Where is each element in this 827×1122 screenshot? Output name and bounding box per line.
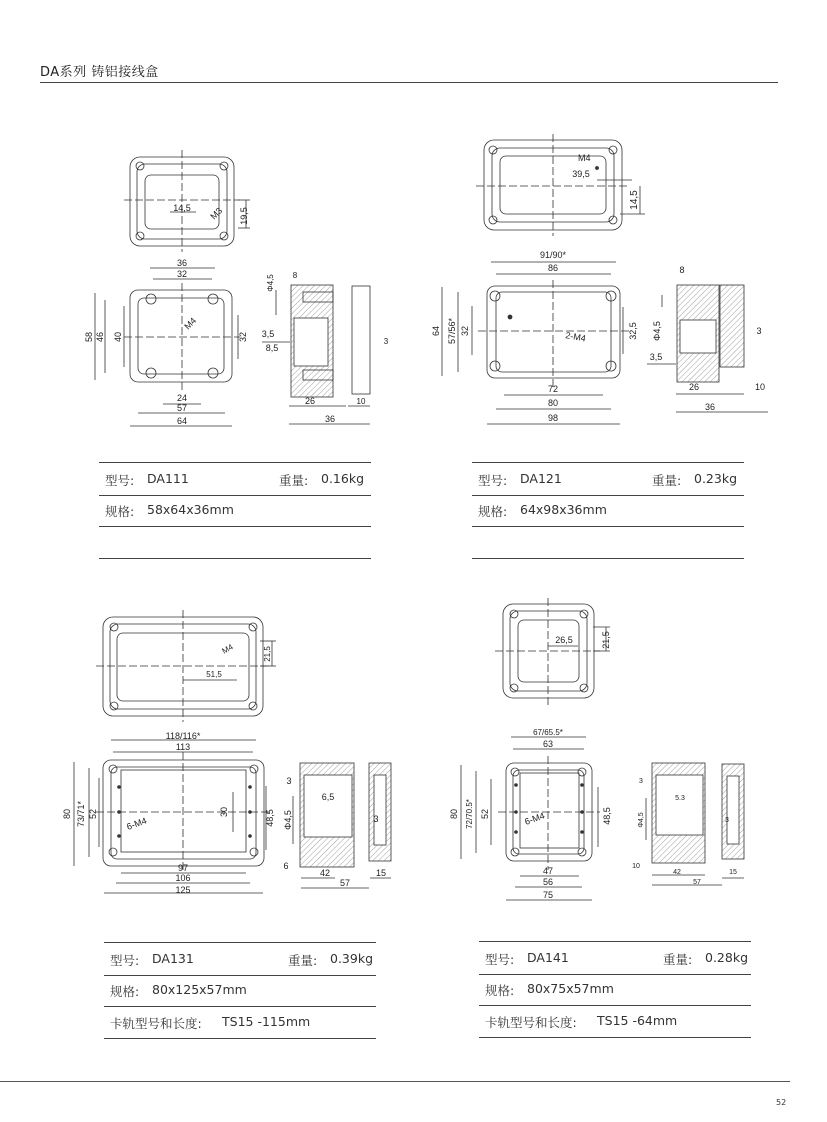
dim-label: 3 [286,776,292,786]
weight-value: 0.16kg [321,471,365,486]
spec-row-rail [99,526,371,559]
dim-label: Φ4,5 [652,321,662,341]
weight-label: 重量: [279,473,309,488]
dim-label: 6-M4 [523,810,546,827]
spec-row-model [479,941,751,975]
weight-value: 0.39kg [330,951,374,966]
spec-value: 80x75x57mm [527,981,614,996]
dim-label: 10 [754,382,766,392]
weight-value: 0.23kg [694,471,738,486]
dim-label: 113 [175,742,191,752]
weight-label: 重量: [288,953,318,968]
spec-row-model [104,942,376,976]
dim-label: 75 [542,890,554,900]
dim-label: 6 [283,861,289,871]
dim-label: 72/70.5* [465,799,474,829]
spec-label: 规格: [110,984,140,999]
dim-label: 2-M4 [564,330,587,344]
dim-label: 26 [688,382,700,392]
dim-label: 42 [673,869,681,876]
dim-label: 52 [480,808,490,820]
spec-label: 规格: [478,504,508,519]
spec-row-rail [479,1005,751,1038]
model-label: 型号: [110,953,140,968]
dim-label: 36 [324,414,336,424]
dim-label: 10 [632,863,640,870]
dim-label: 48,5 [265,809,275,827]
page-title: DA系列 铸铝接线盒 [40,65,159,80]
dim-label: Φ4,5 [638,812,645,828]
da131-drawing [74,610,391,893]
dim-label: 5.3 [675,795,685,802]
dim-label: 6,5 [321,792,335,802]
model-value: DA121 [520,471,562,486]
dim-label: 39,5 [572,169,590,179]
spec-table-da121 [472,462,744,558]
spec-row-rail [104,1006,376,1039]
rail-label: 卡轨型号和长度: [110,1016,202,1031]
dim-label: 64 [176,416,188,426]
dim-label: 32 [238,331,248,343]
dim-label: 73/71* [76,800,86,828]
dim-label: 3 [725,817,729,824]
dim-label: 67/65.5* [533,728,563,737]
spec-table-da131 [104,942,376,1038]
spec-table-da141 [479,941,751,1037]
dim-label: 32 [176,269,188,279]
spec-value: 80x125x57mm [152,982,247,997]
dim-label: 97 [177,863,189,873]
spec-row-size [472,494,744,527]
spec-row-model [99,462,371,496]
dim-label: 40 [113,331,123,343]
dim-label: 80 [449,808,459,820]
footer-divider [0,1081,790,1082]
spec-row-size [99,494,371,527]
dim-label: 3,5 [649,352,663,362]
dim-label: 6-M4 [125,815,148,832]
model-label: 型号: [485,952,515,967]
dim-label: 3,5 [261,329,275,339]
spec-row-size [479,973,751,1006]
spec-row-size [104,974,376,1007]
da111-drawing [95,150,370,426]
dim-label: 86 [547,263,559,273]
dim-label: 15 [375,868,387,878]
spec-value: 64x98x36mm [520,502,607,517]
dim-label: 56 [542,877,554,887]
spec-label: 规格: [105,504,135,519]
dim-label: 3 [756,326,762,336]
dim-label: 63 [542,739,554,749]
dim-label: 125 [175,885,191,895]
page-number: 52 [776,1098,787,1107]
model-value: DA141 [527,950,569,965]
dim-label: 36 [704,402,716,412]
dim-label: 80 [62,808,72,820]
dim-label: 98 [547,413,559,423]
rail-value: TS15 -115mm [222,1014,311,1029]
spec-table-da111 [99,462,371,558]
dim-label: 10 [356,397,366,406]
dim-label: 47 [542,866,554,876]
dim-label: 21,5 [263,646,272,662]
dim-label: 21,5 [601,631,611,649]
dim-label: M4 [578,153,591,163]
dim-label: 3 [639,778,643,785]
dim-label: M4 [182,315,199,332]
dim-label: 8,5 [265,343,279,353]
dim-label: 72 [547,384,559,394]
dim-label: 14,5 [173,203,191,213]
dim-label: 19,5 [239,207,249,225]
dim-label: 24 [176,393,188,403]
dim-label: 80 [547,398,559,408]
dim-label: M3 [208,205,225,222]
dim-label: 8 [292,271,298,280]
dim-label: 15 [729,869,737,876]
model-label: 型号: [478,473,508,488]
dim-label: Φ4,5 [266,274,275,292]
dim-label: 64 [431,325,441,337]
dim-label: 8 [679,265,685,275]
dim-label: 26,5 [555,635,573,645]
dim-label: 106 [175,873,191,883]
dim-label: 57 [693,879,701,886]
da121-drawing [442,134,768,424]
dim-label: 32 [460,325,470,337]
dim-label: 57/56* [447,317,457,345]
spec-row-rail [472,526,744,559]
dim-label: 52 [88,808,98,820]
dim-label: 57 [176,403,188,413]
dim-label: 51,5 [206,670,222,679]
dim-label: M4 [220,642,235,656]
model-label: 型号: [105,473,135,488]
dim-label: 118/116* [165,731,201,741]
spec-value: 58x64x36mm [147,502,234,517]
rail-label: 卡轨型号和长度: [485,1015,577,1030]
dim-label: 57 [339,878,351,888]
spec-row-model [472,462,744,496]
dim-label: 48,5 [602,807,612,825]
weight-label: 重量: [652,473,682,488]
dim-label: 36 [176,258,188,268]
dim-label: 30 [219,806,229,818]
dim-label: 3 [383,337,389,346]
model-value: DA131 [152,951,194,966]
dim-label: 14,5 [629,190,640,210]
rail-value: TS15 -64mm [597,1013,678,1028]
dim-label: 32,5 [628,322,638,340]
dim-label: 46 [95,331,105,343]
dim-label: 42 [319,868,331,878]
dim-label: 3 [373,814,379,824]
weight-label: 重量: [663,952,693,967]
dim-label: 58 [84,331,94,343]
spec-label: 规格: [485,983,515,998]
model-value: DA111 [147,471,189,486]
dim-label: 91/90* [539,250,567,260]
dim-label: Φ4,5 [283,810,293,830]
weight-value: 0.28kg [705,950,749,965]
dim-label: 26 [304,396,316,406]
